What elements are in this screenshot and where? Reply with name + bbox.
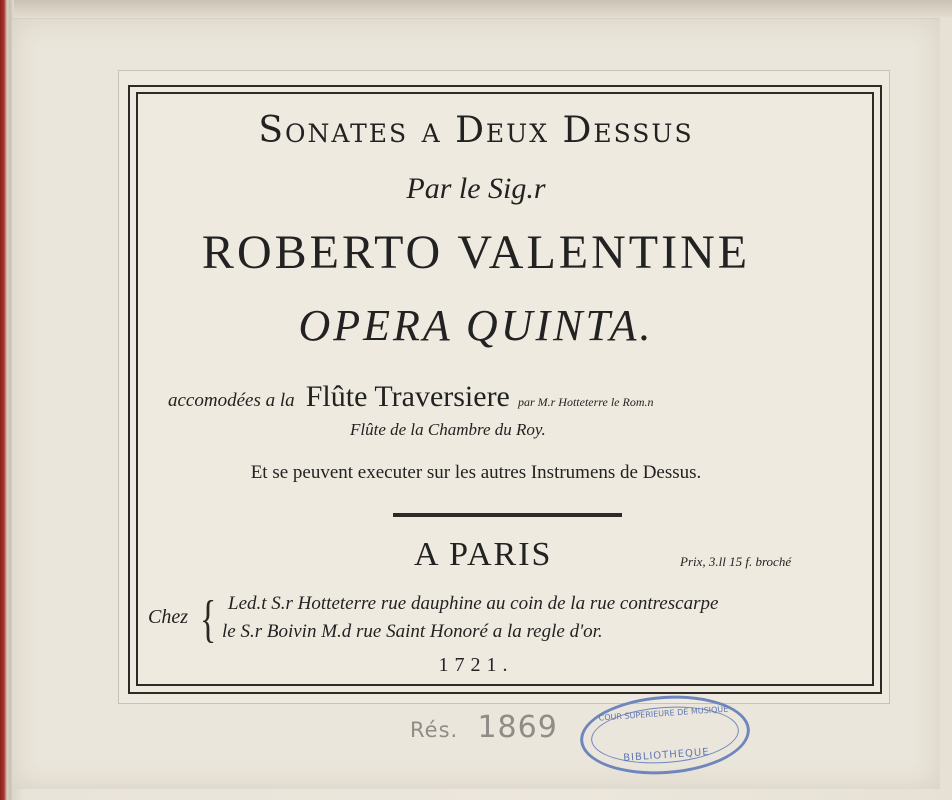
title: Sonates a Deux Dessus xyxy=(258,110,694,151)
price: Prix, 3.ll 15 f. broché xyxy=(680,554,792,569)
page-top-edge xyxy=(12,0,952,18)
instrument-name: Flûte Traversiere xyxy=(305,380,510,413)
sellers-label: Chez xyxy=(148,606,188,628)
stamp-bottom-text: BIBLIOTHEQUE xyxy=(622,746,710,764)
shelfmark-prefix: Rés. xyxy=(410,718,459,742)
arranger: par M.r Hotteterre le Rom.n xyxy=(517,395,654,409)
seller-line: Led.t S.r Hotteterre rue dauphine au coin de la rue contrescarpe xyxy=(228,593,719,614)
brace-symbol: { xyxy=(200,591,217,648)
opus-number: OPERA QUINTA. xyxy=(298,301,654,350)
divider-rule xyxy=(393,513,622,517)
shelfmark-number: 1869 xyxy=(477,710,558,745)
arrangement-prefix: accomodées a la xyxy=(168,390,295,411)
arrangement-line xyxy=(168,380,868,414)
place-of-publication: A PARIS xyxy=(414,536,553,573)
publication-year: 1721. xyxy=(438,654,514,676)
instruments-line: Et se peuvent executer sur les autres Instrumens de Dessus. xyxy=(250,462,702,483)
stamp-top-text: COUR SUPERIEURE DE MUSIQUE xyxy=(598,704,729,723)
seller-line: le S.r Boivin M.d rue Saint Honoré a la regle d'or. xyxy=(222,621,603,642)
shelfmark xyxy=(410,710,558,745)
court-title: Flûte de la Chambre du Roy. xyxy=(350,420,546,439)
composer-name: ROBERTO VALENTINE xyxy=(201,226,751,279)
by-line: Par le Sig.r xyxy=(406,172,546,205)
